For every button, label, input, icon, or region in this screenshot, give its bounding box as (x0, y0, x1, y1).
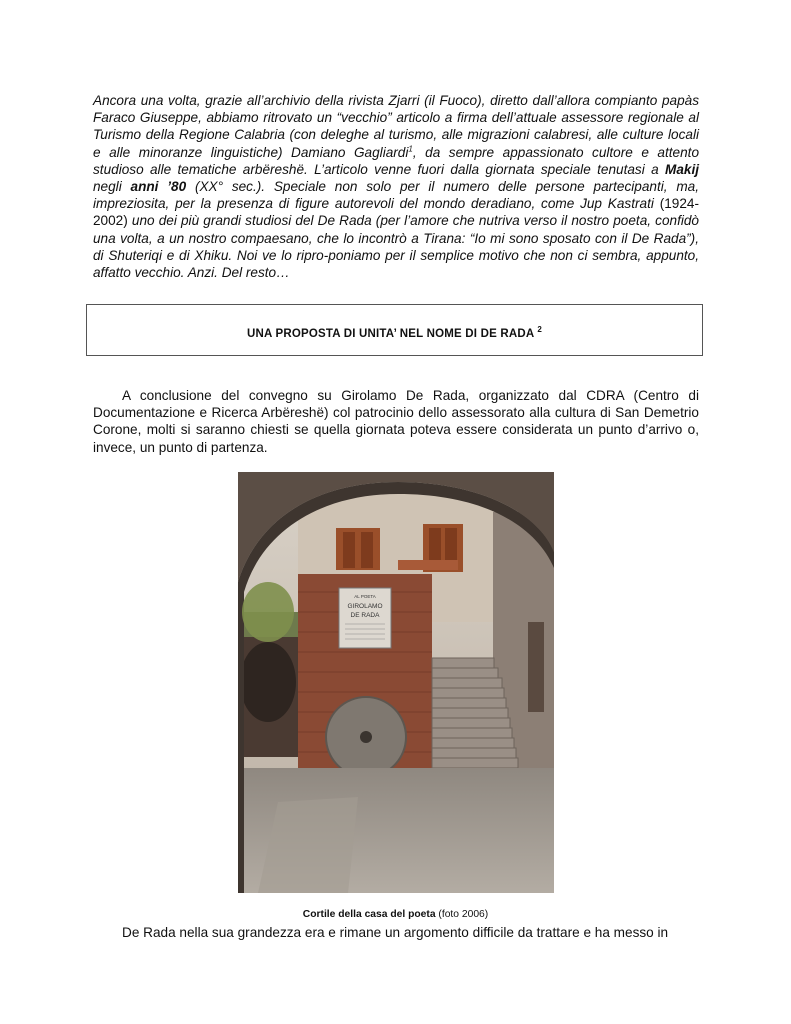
intro-paragraph (93, 92, 699, 281)
section-title-box (86, 304, 703, 356)
last-line: De Rada nella sua grandezza era e rimane un argomento difficile da trattare e ha messo in (122, 925, 669, 940)
section-title (247, 325, 542, 340)
section-title-text: UNA PROPOSTA DI UNITA’ NEL NOME DI DE RADA (246, 327, 535, 340)
footnote-ref-2[interactable]: 2 (537, 324, 543, 334)
courtyard-illustration (238, 472, 554, 893)
intro-text-2: , da sempre appassionato cultore e attento studioso alle tematiche arbëreshë. L’articolo venne fuori dalla giornata speciale tenutasi a (93, 144, 700, 177)
courtyard-photo (238, 472, 554, 893)
body-paragraph: A conclusione del convegno su Girolamo De Rada, organizzato dal CDRA (Centro di Documentazione e Ricerca Arbëreshë) col patrocinio dello assessorato alla cultura di San Demetrio Corone, molti si saranno chiesti se quella giornata poteva essere considerata un punto d’arrivo o, invece, un punto di partenza. (93, 388, 699, 455)
dates-nonitalic: (1924-2002) (93, 196, 699, 229)
intro-text-1: Ancora una volta, grazie all’archivio della rivista Zjarri (il Fuoco), diretto dall’allora compianto papàs Faraco Giuseppe, abbiamo ritrovato un “vecchio” articolo a firma dell’attuale assessore regionale al Turismo della Regione Calabria (con deleghe al turismo, alle migrazioni calabresi, alle culture locali e alle minoranze linguistiche) Damiano Gagliardi (93, 93, 699, 160)
makij-bold: Makij (665, 161, 699, 177)
anni80-bold: anni ’80 (130, 179, 187, 195)
photo-caption (0, 909, 791, 920)
intro-text-3: negli (93, 179, 131, 195)
intro-text-4: (XX° sec.). Speciale non solo per il numero delle persone partecipanti, ma, impreziosita, per la presenza di figure autorevoli del mondo deradiano, come Jup Kastrati (93, 179, 700, 212)
intro-text-5: uno dei più grandi studiosi del De Rada (per l’amore che nutriva verso il nostro poeta, confidò una volta, a un nostro compaesano, che lo incontrò a Tirana: “Io mi sono sposato con il De Rada”), di Shuteriqi e di Xhiku. Noi ve lo ripro-poniamo per il semplice motivo che non ci sembra, appunto, affatto vecchio. Anzi. Del resto… (93, 213, 699, 281)
plaque-line-3: DE RADA (350, 612, 380, 619)
plaque-line-2: GIROLAMO (347, 603, 383, 610)
plaque-line-1: AL POETA (354, 594, 376, 599)
footnote-ref-1[interactable]: 1 (408, 144, 413, 154)
caption-bold: Cortile della casa del poeta (302, 909, 436, 920)
caption-normal: (foto 2006) (435, 909, 489, 920)
